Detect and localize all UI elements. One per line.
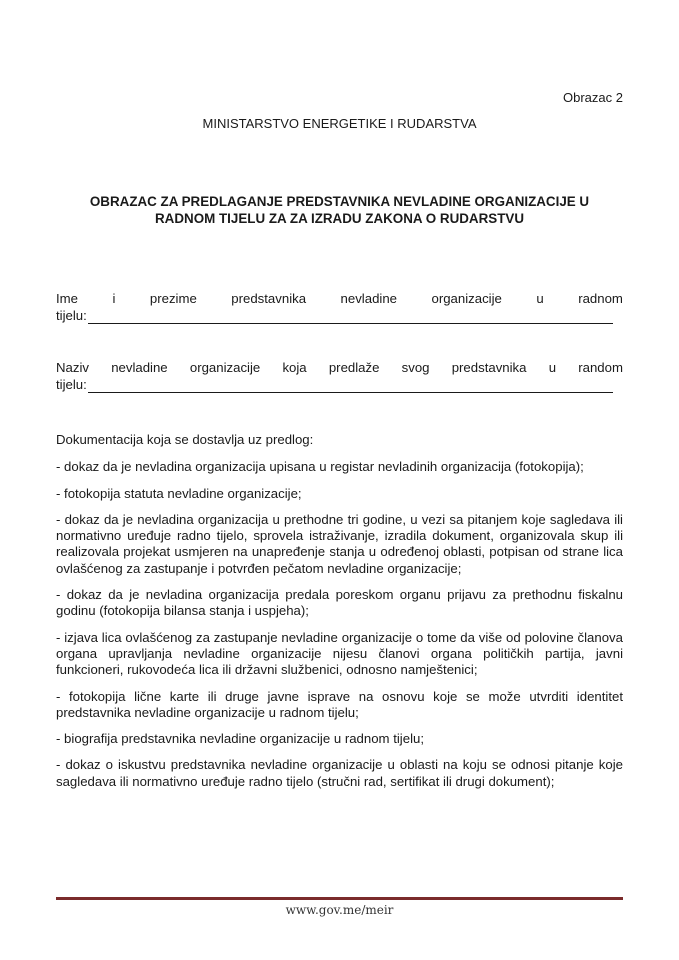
- label-word: random: [578, 360, 623, 375]
- form-title-line-1: OBRAZAC ZA PREDLAGANJE PREDSTAVNIKA NEVLADINE ORGANIZACIJE U: [89, 194, 590, 209]
- label-word: u: [548, 360, 557, 375]
- organization-name-input-line[interactable]: [88, 380, 613, 393]
- documentation-item: - izjava lica ovlašćenog za zastupanje nevladine organizacije o tome da više od polovine članova organa upravljanja nevladine organizacije nijesu članovi organa političkih partija, javni funkcioneri, rukovodeća lica ili državni službenici, odnosno namještenici;: [56, 629, 623, 678]
- label-word: svog: [401, 360, 430, 375]
- label-word: Naziv: [56, 360, 89, 375]
- label-word: u: [536, 291, 544, 306]
- form-number: Obrazac 2: [563, 90, 623, 105]
- representative-name-field: [56, 290, 623, 324]
- documentation-item: - dokaz da je nevladina organizacija predala poreskom organu prijavu za prethodnu fiskalnu godinu (fotokopija bilansa stanja i uspjeha);: [56, 587, 623, 619]
- documentation-item: - fotokopija statuta nevladine organizacije;: [56, 485, 302, 501]
- label-word: prezime: [149, 291, 197, 306]
- label-word: nevladine: [340, 291, 398, 306]
- representative-name-label: [56, 290, 623, 307]
- label-word: i: [112, 291, 116, 306]
- documentation-item: - fotokopija lične karte ili druge javne isprave na osnovu koje se može utvrditi identitet predstavnika nevladine organizacije u radnom tijelu;: [56, 688, 623, 720]
- label-word: Ime: [56, 291, 78, 306]
- organization-name-field: [56, 359, 623, 393]
- form-title: [56, 193, 623, 227]
- documentation-item: - dokaz da je nevladina organizacija u prethodne tri godine, u vezi sa pitanjem koje sagledava ili normativno uređuje radno tijelo, sprovela istraživanje, izradila dokument, organizovala skup ili realizovala projekat usmjeren na unapređenje stanja u određenoj oblasti, potpisan od strane lica ovlašćenog za zastupanje i potvrđen pečatom nevladine organizacije;: [56, 511, 623, 576]
- form-title-line-2: RADNOM TIJELU ZA ZA IZRADU ZAKONA O RUDARSTVU: [155, 211, 524, 226]
- documentation-section: [56, 432, 623, 800]
- organization-name-label: [56, 359, 623, 376]
- label-word: nevladine: [111, 360, 168, 375]
- documentation-item: - dokaz o iskustvu predstavnika nevladine organizacije u oblasti na koju se odnosi pitanje koje sagledava ili normativno uređuje radno tijelo (stručni rad, sertifikat ili drugi dokument);: [56, 757, 623, 789]
- documentation-intro: Dokumentacija koja se dostavlja uz predlog:: [56, 432, 314, 447]
- label-word: predlaže: [328, 360, 380, 375]
- label-word: radnom: [578, 291, 623, 306]
- footer-website-link[interactable]: www.gov.me/meir: [285, 903, 394, 917]
- documentation-item: - dokaz da je nevladina organizacija upisana u registar nevladinih organizacija (fotokopija);: [56, 459, 584, 475]
- label-word: organizacije: [431, 291, 502, 306]
- label-word: koja: [282, 360, 307, 375]
- label-end: tijelu:: [56, 377, 87, 392]
- label-word: organizacije: [189, 360, 261, 375]
- label-word: predstavnika: [231, 291, 307, 306]
- representative-name-input-line[interactable]: [88, 311, 613, 324]
- label-end: tijelu:: [56, 308, 87, 323]
- documentation-item: - biografija predstavnika nevladine organizacije u radnom tijelu;: [56, 731, 424, 747]
- footer-divider: [56, 897, 623, 900]
- ministry-name: MINISTARSTVO ENERGETIKE I RUDARSTVA: [202, 116, 477, 131]
- label-word: predstavnika: [451, 360, 527, 375]
